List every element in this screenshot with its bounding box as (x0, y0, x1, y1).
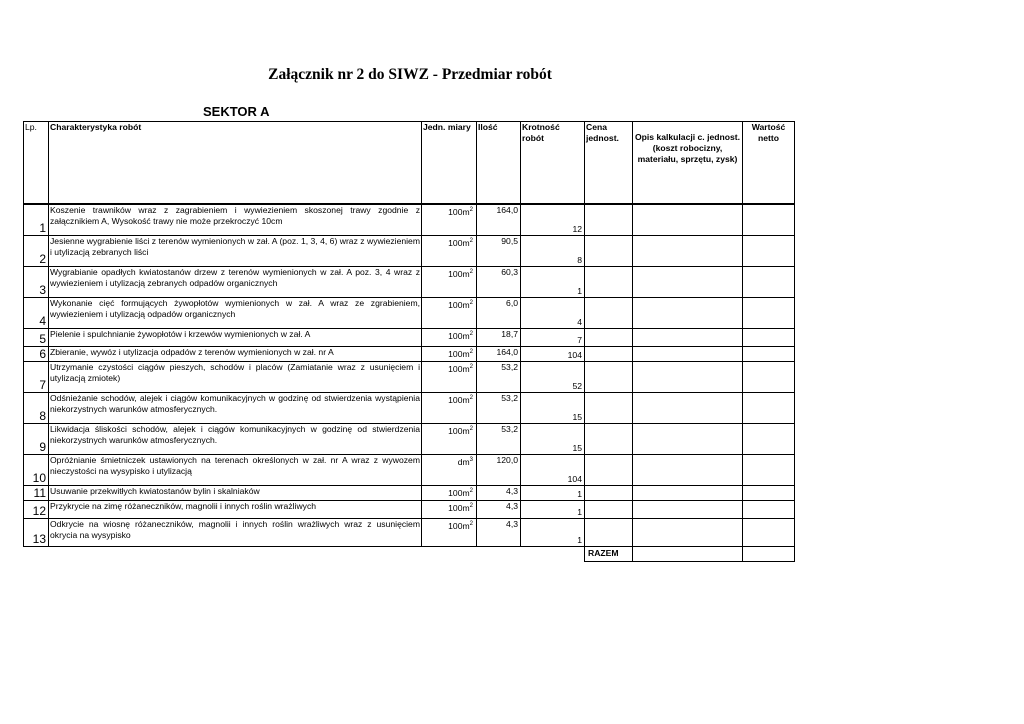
total-calculation (633, 546, 743, 561)
header-jedn-miary: Jedn. miary (422, 122, 477, 205)
table-row (24, 361, 795, 392)
row-quantity: 164,0 (477, 346, 521, 361)
unit-exponent: 2 (469, 330, 473, 337)
row-multiplicity: 12 (521, 204, 585, 235)
total-net-value (743, 546, 795, 561)
row-unit (422, 392, 477, 423)
row-quantity: 53,2 (477, 423, 521, 454)
table-row (24, 266, 795, 297)
unit-base: 100m (448, 363, 470, 374)
row-description: Wykonanie cięć formujących żywopłotów wymienionych w zał. A wraz ze zgrabieniem, wywiezieniem i utylizacją odpadów organicznych (49, 297, 422, 328)
row-description: Odkrycie na wiosnę różaneczników, magnolii i innych roślin wrażliwych wraz z usunięciem okrycia na wysypisko (49, 518, 422, 546)
row-multiplicity: 4 (521, 297, 585, 328)
unit-exponent: 2 (469, 207, 473, 214)
row-description: Koszenie trawników wraz z zagrabieniem i wywiezieniem skoszonej trawy zgodnie z załącznikiem A, Wysokość trawy nie może przekroczyć 10cm (49, 204, 422, 235)
unit-exponent: 2 (469, 348, 473, 355)
row-multiplicity: 1 (521, 500, 585, 518)
header-ilosc: Ilość (477, 122, 521, 205)
row-calculation (633, 361, 743, 392)
row-unit-price (585, 204, 633, 235)
row-calculation (633, 518, 743, 546)
table-row (24, 346, 795, 361)
table-row (24, 392, 795, 423)
unit-base: 100m (448, 207, 470, 217)
row-net-value (743, 235, 795, 266)
header-krotnosc: Krotność robót (521, 122, 585, 205)
total-row (24, 546, 795, 561)
row-lp: 12 (24, 500, 49, 518)
row-unit (422, 485, 477, 500)
row-description: Usuwanie przekwitłych kwiatostanów bylin i skalniaków (49, 485, 422, 500)
row-description: Jesienne wygrabienie liści z terenów wymienionych w zał. A (poz. 1, 3, 4, 6) wraz z wywiezieniem i utylizacją zebranych liści (49, 235, 422, 266)
unit-base: 100m (448, 520, 470, 531)
row-lp: 2 (24, 235, 49, 266)
table-row (24, 204, 795, 235)
table-row (24, 485, 795, 500)
table-row (24, 454, 795, 485)
row-unit (422, 500, 477, 518)
row-unit (422, 266, 477, 297)
table-row (24, 500, 795, 518)
row-quantity: 60,3 (477, 266, 521, 297)
row-lp: 3 (24, 266, 49, 297)
row-net-value (743, 485, 795, 500)
total-spacer (49, 546, 422, 561)
unit-exponent: 2 (469, 425, 473, 432)
row-description: Utrzymanie czystości ciągów pieszych, schodów i placów (Zamiatanie wraz z usunięciem i utylizacją zmiotek) (49, 361, 422, 392)
row-net-value (743, 392, 795, 423)
header-charakterystyka: Charakterystyka robót (49, 122, 422, 205)
row-lp: 5 (24, 328, 49, 346)
row-net-value (743, 518, 795, 546)
row-unit-price (585, 485, 633, 500)
row-quantity: 53,2 (477, 392, 521, 423)
row-multiplicity: 104 (521, 346, 585, 361)
unit-base: 100m (448, 299, 470, 310)
row-lp: 7 (24, 361, 49, 392)
row-net-value (743, 423, 795, 454)
cost-estimate-table (23, 121, 795, 562)
unit-base: 100m (448, 502, 470, 513)
row-calculation (633, 297, 743, 328)
table-header-row (24, 122, 795, 205)
unit-exponent: 2 (469, 487, 473, 494)
row-net-value (743, 500, 795, 518)
row-multiplicity: 7 (521, 328, 585, 346)
row-multiplicity: 15 (521, 423, 585, 454)
unit-exponent: 2 (469, 520, 473, 527)
row-unit (422, 454, 477, 485)
row-unit-price (585, 235, 633, 266)
row-unit (422, 361, 477, 392)
table-row (24, 328, 795, 346)
row-lp: 4 (24, 297, 49, 328)
unit-exponent: 2 (469, 502, 473, 509)
sector-title: SEKTOR A (203, 104, 270, 119)
row-unit (422, 518, 477, 546)
row-calculation (633, 392, 743, 423)
unit-base: 100m (448, 394, 470, 405)
row-lp: 1 (24, 204, 49, 235)
unit-base: 100m (448, 487, 470, 498)
row-net-value (743, 328, 795, 346)
row-unit (422, 423, 477, 454)
table-row (24, 518, 795, 546)
header-lp: Lp. (24, 122, 49, 205)
row-description: Likwidacja śliskości schodów, alejek i ciągów komunikacyjnych w godzinę od stwierdzenia niekorzystnych warunków atmosferycznych. (49, 423, 422, 454)
row-quantity: 6,0 (477, 297, 521, 328)
unit-exponent: 2 (469, 363, 473, 370)
row-unit-price (585, 500, 633, 518)
table-row (24, 297, 795, 328)
row-description: Przykrycie na zimę różaneczników, magnolii i innych roślin wrażliwych (49, 500, 422, 518)
page-title: Załącznik nr 2 do SIWZ - Przedmiar robót (268, 66, 552, 83)
row-unit-price (585, 454, 633, 485)
row-multiplicity: 1 (521, 266, 585, 297)
row-unit-price (585, 266, 633, 297)
unit-exponent: 2 (469, 394, 473, 401)
row-quantity: 4,3 (477, 500, 521, 518)
row-net-value (743, 297, 795, 328)
row-calculation (633, 235, 743, 266)
table-row (24, 235, 795, 266)
row-quantity: 53,2 (477, 361, 521, 392)
unit-base: 100m (448, 425, 470, 436)
row-quantity: 90,5 (477, 235, 521, 266)
row-unit (422, 204, 477, 235)
row-unit (422, 346, 477, 361)
unit-base: 100m (448, 237, 470, 248)
total-spacer (24, 546, 49, 561)
row-calculation (633, 346, 743, 361)
table-row (24, 423, 795, 454)
header-cena: Cena jednost. (585, 122, 633, 205)
row-lp: 11 (24, 485, 49, 500)
unit-exponent: 3 (469, 456, 473, 463)
row-multiplicity: 1 (521, 518, 585, 546)
row-quantity: 18,7 (477, 328, 521, 346)
row-net-value (743, 266, 795, 297)
row-unit-price (585, 346, 633, 361)
row-calculation (633, 423, 743, 454)
row-quantity: 164,0 (477, 204, 521, 235)
row-calculation (633, 266, 743, 297)
unit-exponent: 2 (469, 237, 473, 244)
row-description: Wygrabianie opadłych kwiatostanów drzew z terenów wymienionych w zał. A poz. 3, 4 wraz z wywiezieniem i utylizacją zebranych odpadów organicznych (49, 266, 422, 297)
row-lp: 8 (24, 392, 49, 423)
row-calculation (633, 204, 743, 235)
row-quantity: 4,3 (477, 518, 521, 546)
row-lp: 9 (24, 423, 49, 454)
unit-base: dm (457, 456, 470, 467)
total-label: RAZEM (585, 546, 633, 561)
total-spacer (477, 546, 521, 561)
total-spacer (422, 546, 477, 561)
row-description: Opróżnianie śmietniczek ustawionych na terenach określonych w zał. nr A wraz z wywozem nieczystości na wysypisko i utylizacją (49, 454, 422, 485)
header-opis-kalkulacji: Opis kalkulacji c. jednost. (koszt robocizny, materiału, sprzętu, zysk) (633, 122, 743, 205)
row-lp: 10 (24, 454, 49, 485)
unit-base: 100m (448, 348, 470, 359)
row-description: Zbieranie, wywóz i utylizacja odpadów z terenów wymienionych w zał. nr A (49, 346, 422, 361)
row-description: Pielenie i spulchnianie żywopłotów i krzewów wymienionych w zał. A (49, 328, 422, 346)
unit-base: 100m (448, 268, 470, 279)
row-unit-price (585, 518, 633, 546)
row-quantity: 4,3 (477, 485, 521, 500)
row-net-value (743, 361, 795, 392)
row-multiplicity: 15 (521, 392, 585, 423)
unit-base: 100m (448, 330, 470, 341)
total-spacer (521, 546, 585, 561)
row-net-value (743, 454, 795, 485)
row-unit-price (585, 328, 633, 346)
row-description: Odśnieżanie schodów, alejek i ciągów komunikacyjnych w godzinę od stwierdzenia wystąpienia niekorzystnych warunków atmosferycznych. (49, 392, 422, 423)
header-wartosc-netto: Wartość netto (743, 122, 795, 205)
row-multiplicity: 104 (521, 454, 585, 485)
row-calculation (633, 500, 743, 518)
row-calculation (633, 454, 743, 485)
row-unit (422, 328, 477, 346)
row-unit-price (585, 297, 633, 328)
row-multiplicity: 8 (521, 235, 585, 266)
unit-exponent: 2 (469, 299, 473, 306)
row-unit-price (585, 423, 633, 454)
row-multiplicity: 52 (521, 361, 585, 392)
row-calculation (633, 328, 743, 346)
row-unit-price (585, 361, 633, 392)
row-lp: 13 (24, 518, 49, 546)
row-unit (422, 235, 477, 266)
row-unit-price (585, 392, 633, 423)
row-calculation (633, 485, 743, 500)
row-multiplicity: 1 (521, 485, 585, 500)
row-lp: 6 (24, 346, 49, 361)
row-quantity: 120,0 (477, 454, 521, 485)
row-unit (422, 297, 477, 328)
row-net-value (743, 204, 795, 235)
row-net-value (743, 346, 795, 361)
unit-exponent: 2 (469, 268, 473, 275)
